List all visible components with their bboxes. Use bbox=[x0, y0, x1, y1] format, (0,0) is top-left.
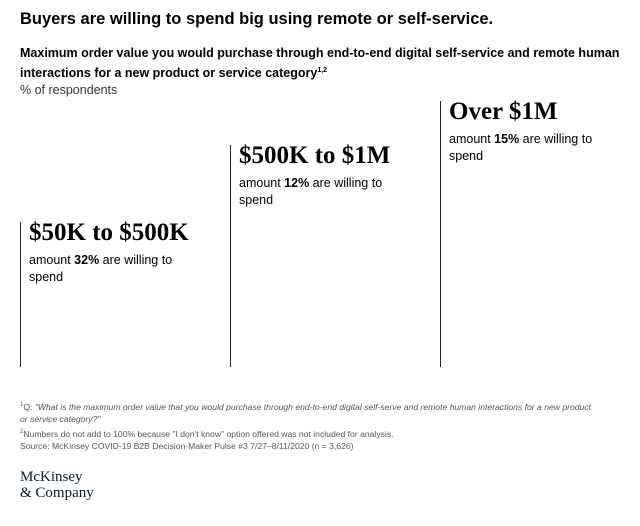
desc-prefix: amount bbox=[29, 253, 75, 267]
footnote-2-text: Numbers do not add to 100% because "I don't know" option offered was not included for analysis. bbox=[23, 428, 394, 439]
desc-prefix: amount bbox=[239, 176, 285, 190]
bar-over-1m bbox=[440, 101, 441, 367]
logo-line-1: McKinsey bbox=[20, 469, 83, 485]
desc-suffix: are willing to spend bbox=[29, 253, 173, 284]
value-label: 15% bbox=[494, 132, 520, 146]
chart-subtitle bbox=[20, 45, 620, 82]
value-description bbox=[239, 175, 399, 209]
bar-50k-to-500k bbox=[20, 222, 21, 367]
footnote-1-marker: 1 bbox=[20, 402, 24, 408]
value-label: 12% bbox=[284, 176, 310, 190]
bar-label-group bbox=[449, 97, 609, 165]
source-note: Source: McKinsey COVID-19 B2B Decision-Maker Pulse #3 7/27–8/11/2020 (n = 3,626) bbox=[20, 441, 354, 452]
footnote-2 bbox=[20, 426, 600, 440]
footnote-1-prefix: Q: bbox=[23, 401, 35, 412]
value-description bbox=[449, 131, 609, 165]
category-label: $50K to $500K bbox=[29, 219, 189, 246]
bar-label-group bbox=[239, 141, 399, 209]
unit-label: % of respondents bbox=[20, 83, 118, 97]
desc-suffix: are willing to spend bbox=[449, 132, 593, 163]
chart-title: Buyers are willing to spend big using remote or self-service. bbox=[20, 10, 494, 28]
logo-line-2: & Company bbox=[20, 485, 94, 501]
subtitle-footnote-marker: 1,2 bbox=[317, 67, 328, 74]
subtitle-text: Maximum order value you would purchase through end-to-end digital self-service and remote human interactions for a new product or service category bbox=[20, 46, 620, 81]
mckinsey-logo bbox=[20, 469, 94, 501]
footnote-2-marker: 2 bbox=[20, 428, 24, 435]
footnote-1 bbox=[20, 399, 600, 426]
footnote-1-question: "What is the maximum order value that you would purchase through end-to-end digital self-serve and remote human interactions for a new product or service category?" bbox=[20, 401, 592, 425]
bar-500k-to-1m bbox=[230, 145, 231, 367]
category-label: $500K to $1M bbox=[239, 142, 391, 169]
desc-prefix: amount bbox=[449, 132, 495, 146]
bar-label-group bbox=[29, 218, 189, 286]
value-description bbox=[29, 252, 189, 286]
category-label: Over $1M bbox=[449, 98, 558, 125]
desc-suffix: are willing to spend bbox=[239, 176, 383, 207]
footnotes bbox=[20, 399, 600, 453]
value-label: 32% bbox=[74, 253, 100, 267]
